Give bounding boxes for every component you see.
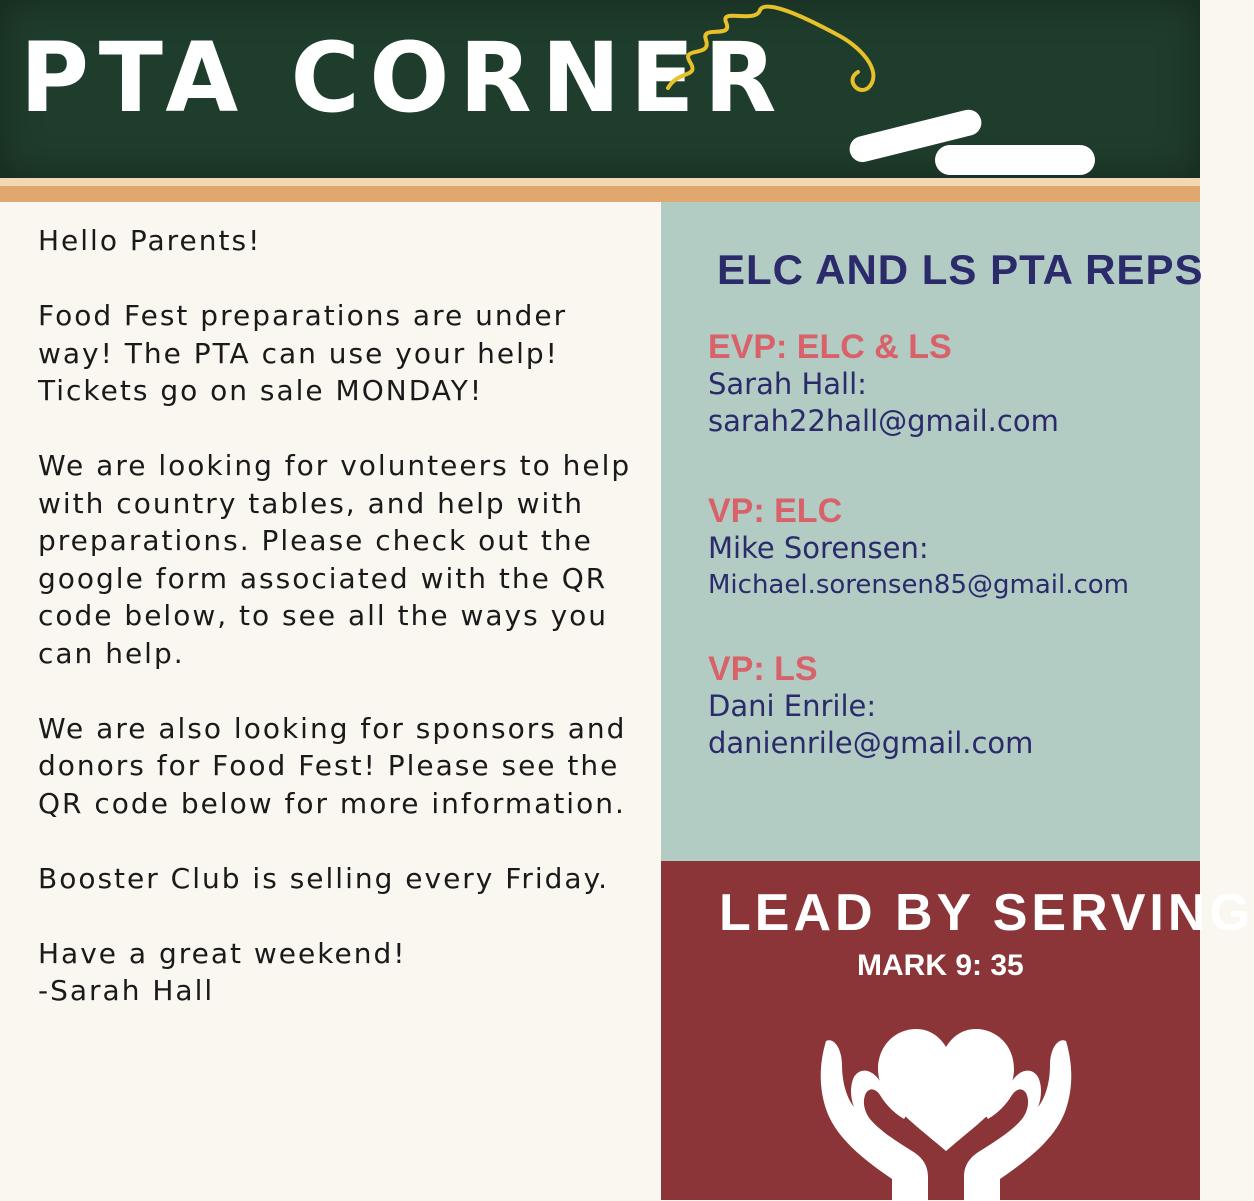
rep-email-link[interactable]: danienrile@gmail.com [708,726,1034,760]
rep-email-link[interactable]: sarah22hall@gmail.com [708,404,1059,438]
rep-name: Dani Enrile: [708,689,877,723]
chalkboard-header [0,0,1200,178]
letter-paragraph-volunteers: We are looking for volunteers to help with country tables, and help with preparations. Please check out the google form associated with the QR code below, to see all the ways you can help. [38,449,632,670]
reps-heading: ELC AND LS PTA REPS [717,246,1204,293]
rep-evp [708,328,1059,440]
rep-email-link[interactable]: Michael.sorensen85@gmail.com [708,570,1130,600]
rep-vp-ls [708,650,1033,762]
letter-paragraph-booster: Booster Club is selling every Friday. [38,861,610,895]
board-trim-highlight [0,178,1200,186]
rep-vp-elc [708,492,1129,604]
rep-role: VP: LS [708,650,818,688]
letter-greeting: Hello Parents! [38,224,262,257]
heart-in-hands-icon [816,1001,1076,1201]
motto-panel [661,861,1254,1200]
letter-closing [38,935,638,1010]
rep-name: Mike Sorensen: [708,531,929,565]
board-trim [0,186,1200,202]
rep-name: Sarah Hall: [708,367,867,401]
motto-title: LEAD BY SERVING [719,884,1254,942]
pta-reps-panel [661,202,1204,861]
signature: -Sarah Hall [38,974,215,1007]
letter-paragraph-sponsors: We are also looking for sponsors and donors for Food Fest! Please see the QR code below for more information. [38,711,627,820]
chalk-squiggle-icon [660,0,900,100]
letter-paragraph-tickets: Food Fest preparations are under way! The PTA can use your help! Tickets go on sale MONDAY! [38,299,568,407]
letter-body [38,222,638,1010]
rep-role: VP: ELC [708,492,843,530]
chalk-pieces-icon [830,95,1110,180]
page-title: PTA CORNER [20,22,787,134]
rep-role: EVP: ELC & LS [708,328,952,366]
closing-line: Have a great weekend! [38,936,407,970]
scripture-reference: MARK 9: 35 [857,949,1024,982]
